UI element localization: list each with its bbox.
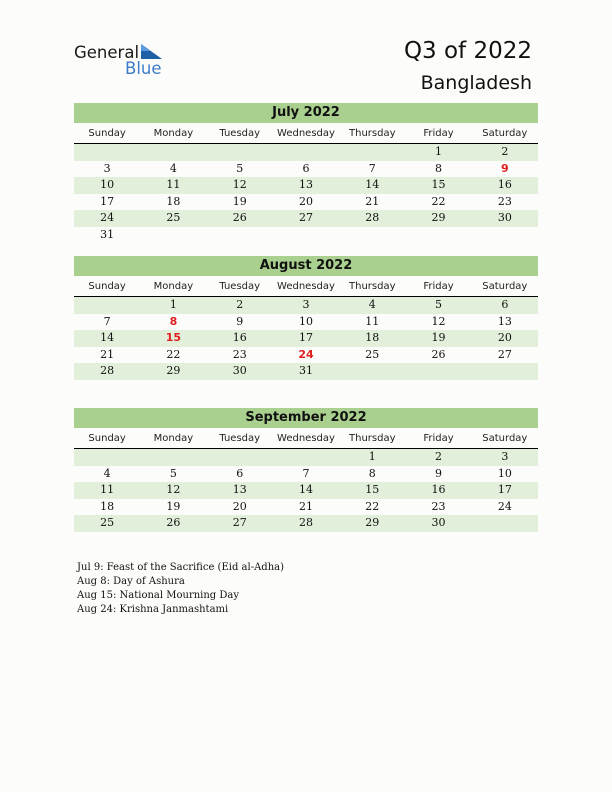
empty-day-cell xyxy=(207,227,273,244)
logo-word-blue: Blue xyxy=(125,59,162,78)
day-cell: 17 xyxy=(298,331,313,344)
day-cell: 7 xyxy=(368,161,376,175)
day-cell: 27 xyxy=(298,211,313,224)
week-row xyxy=(74,330,538,347)
holiday-day-cell: 9 xyxy=(501,161,509,175)
day-cell: 6 xyxy=(236,466,244,480)
day-cell: 3 xyxy=(103,161,111,175)
weekday-header-row xyxy=(74,279,538,297)
day-cell: 22 xyxy=(166,347,181,361)
month-title: August 2022 xyxy=(74,256,538,276)
day-cell: 4 xyxy=(169,161,177,175)
day-cell: 30 xyxy=(497,211,512,224)
week-row xyxy=(74,466,538,483)
weekday-label: Saturday xyxy=(482,433,528,444)
month-title: July 2022 xyxy=(74,103,538,123)
day-cell: 5 xyxy=(435,298,443,311)
day-cell: 5 xyxy=(236,161,244,175)
empty-day-cell xyxy=(273,449,339,466)
day-cell: 18 xyxy=(100,499,115,513)
day-cell: 16 xyxy=(497,178,512,191)
day-cell: 28 xyxy=(100,364,115,377)
day-cell: 20 xyxy=(497,331,512,344)
weekday-label: Sunday xyxy=(88,281,126,292)
day-cell: 23 xyxy=(232,347,247,361)
empty-day-cell xyxy=(140,144,206,161)
day-cell: 22 xyxy=(365,499,380,513)
week-row xyxy=(74,515,538,532)
day-cell: 11 xyxy=(365,314,380,328)
weekday-label: Friday xyxy=(423,433,454,444)
week-row xyxy=(74,347,538,364)
day-cell: 15 xyxy=(365,483,380,496)
holiday-day-cell: 15 xyxy=(165,331,182,344)
week-row xyxy=(74,297,538,314)
day-cell: 31 xyxy=(100,227,115,241)
empty-day-cell xyxy=(74,144,140,161)
day-cell: 16 xyxy=(232,331,247,344)
week-row xyxy=(74,194,538,211)
weekday-label: Monday xyxy=(153,281,194,292)
weekday-label: Monday xyxy=(153,128,194,139)
empty-day-cell xyxy=(339,144,405,161)
week-row xyxy=(74,314,538,331)
day-cell: 1 xyxy=(368,450,376,463)
holiday-day-cell: 8 xyxy=(169,314,178,328)
holiday-note: Aug 15: National Mourning Day xyxy=(77,590,240,601)
weekday-label: Friday xyxy=(423,281,454,292)
weekday-label: Thursday xyxy=(349,281,396,292)
holiday-note: Aug 8: Day of Ashura xyxy=(77,576,185,587)
day-cell: 15 xyxy=(431,178,446,191)
day-cell: 8 xyxy=(368,466,376,480)
weekday-label: Saturday xyxy=(482,281,528,292)
empty-day-cell xyxy=(405,227,471,244)
weekday-label: Saturday xyxy=(482,128,528,139)
empty-day-cell xyxy=(74,449,140,466)
day-cell: 23 xyxy=(431,499,446,513)
week-row xyxy=(74,449,538,466)
empty-day-cell xyxy=(472,227,538,244)
week-row xyxy=(74,499,538,516)
holiday-note: Aug 24: Krishna Janmashtami xyxy=(77,604,229,615)
weekday-label: Sunday xyxy=(88,128,126,139)
day-cell: 30 xyxy=(232,364,247,377)
day-cell: 21 xyxy=(365,194,380,208)
weekday-header-row xyxy=(74,126,538,144)
month-title: September 2022 xyxy=(74,408,538,428)
weekday-label: Thursday xyxy=(349,433,396,444)
day-cell: 9 xyxy=(236,314,244,328)
day-cell: 11 xyxy=(100,483,115,496)
day-cell: 6 xyxy=(501,298,509,311)
day-cell: 12 xyxy=(232,178,247,191)
day-cell: 11 xyxy=(166,178,181,191)
day-cell: 29 xyxy=(431,211,446,224)
week-row xyxy=(74,482,538,499)
week-row xyxy=(74,177,538,194)
day-cell: 3 xyxy=(302,298,310,311)
day-cell: 17 xyxy=(497,483,512,496)
day-cell: 4 xyxy=(368,298,376,311)
weekday-label: Tuesday xyxy=(219,281,261,292)
weekday-label: Wednesday xyxy=(277,281,335,292)
day-cell: 24 xyxy=(100,211,115,224)
weekday-label: Tuesday xyxy=(219,128,261,139)
day-cell: 27 xyxy=(497,347,512,361)
logo-word-general: General xyxy=(74,43,140,62)
day-cell: 6 xyxy=(302,161,310,175)
logo-flag-icon xyxy=(141,44,163,60)
day-cell: 7 xyxy=(103,314,111,328)
day-cell: 12 xyxy=(166,483,181,496)
empty-day-cell xyxy=(74,297,140,314)
holiday-notes xyxy=(77,561,284,617)
day-cell: 18 xyxy=(365,331,380,344)
holiday-day-cell: 24 xyxy=(298,347,314,361)
empty-day-cell xyxy=(207,144,273,161)
empty-day-cell xyxy=(273,227,339,244)
day-cell: 2 xyxy=(435,450,443,463)
day-cell: 26 xyxy=(431,347,446,361)
month-calendar xyxy=(74,256,538,380)
day-cell: 26 xyxy=(232,211,247,224)
week-row xyxy=(74,144,538,161)
country-name: Bangladesh xyxy=(420,72,532,94)
empty-day-cell xyxy=(140,449,206,466)
empty-day-cell xyxy=(472,515,538,532)
day-cell: 30 xyxy=(431,516,446,529)
day-cell: 25 xyxy=(100,516,115,529)
empty-day-cell xyxy=(140,227,206,244)
day-cell: 5 xyxy=(169,466,177,480)
month-calendar xyxy=(74,103,538,243)
day-cell: 13 xyxy=(232,483,247,496)
day-cell: 10 xyxy=(497,466,512,480)
day-cell: 12 xyxy=(431,314,446,328)
day-cell: 14 xyxy=(100,331,115,344)
holiday-note: Jul 9: Feast of the Sacrifice (Eid al-Adha) xyxy=(77,562,284,573)
day-cell: 13 xyxy=(497,314,512,328)
day-cell: 19 xyxy=(431,331,446,344)
day-cell: 23 xyxy=(497,194,512,208)
day-cell: 8 xyxy=(435,161,443,175)
day-cell: 4 xyxy=(103,466,111,480)
day-cell: 1 xyxy=(169,298,177,311)
day-cell: 10 xyxy=(100,178,115,191)
day-cell: 13 xyxy=(298,178,313,191)
day-cell: 7 xyxy=(302,466,310,480)
day-cell: 22 xyxy=(431,194,446,208)
weekday-label: Wednesday xyxy=(277,128,335,139)
day-cell: 29 xyxy=(166,364,181,377)
weekday-label: Friday xyxy=(423,128,454,139)
day-cell: 16 xyxy=(431,483,446,496)
empty-day-cell xyxy=(405,363,471,380)
empty-day-cell xyxy=(273,144,339,161)
day-cell: 14 xyxy=(365,178,380,191)
day-cell: 20 xyxy=(298,194,313,208)
day-cell: 9 xyxy=(435,466,443,480)
week-row xyxy=(74,363,538,380)
day-cell: 25 xyxy=(166,211,181,224)
weekday-label: Sunday xyxy=(88,433,126,444)
day-cell: 18 xyxy=(166,194,181,208)
day-cell: 21 xyxy=(298,499,313,513)
month-calendar xyxy=(74,408,538,532)
week-row xyxy=(74,227,538,244)
quarter-title: Q3 of 2022 xyxy=(403,38,532,64)
day-cell: 2 xyxy=(236,298,244,311)
day-cell: 28 xyxy=(365,211,380,224)
week-row xyxy=(74,210,538,227)
day-cell: 29 xyxy=(365,516,380,529)
weekday-label: Thursday xyxy=(349,128,396,139)
empty-day-cell xyxy=(339,363,405,380)
empty-day-cell xyxy=(472,363,538,380)
day-cell: 19 xyxy=(232,194,247,208)
empty-day-cell xyxy=(207,449,273,466)
day-cell: 21 xyxy=(100,347,115,361)
day-cell: 19 xyxy=(166,499,181,513)
day-cell: 24 xyxy=(497,499,512,513)
day-cell: 20 xyxy=(232,499,247,513)
day-cell: 10 xyxy=(298,314,313,328)
weekday-label: Tuesday xyxy=(219,433,261,444)
weekday-label: Wednesday xyxy=(277,433,335,444)
day-cell: 14 xyxy=(298,483,313,496)
weekday-label: Monday xyxy=(153,433,194,444)
empty-day-cell xyxy=(339,227,405,244)
weekday-header-row xyxy=(74,431,538,449)
day-cell: 3 xyxy=(501,450,509,463)
day-cell: 31 xyxy=(298,364,313,377)
day-cell: 1 xyxy=(435,145,443,158)
day-cell: 26 xyxy=(166,516,181,529)
week-row xyxy=(74,161,538,178)
day-cell: 25 xyxy=(365,347,380,361)
day-cell: 2 xyxy=(501,145,509,158)
day-cell: 27 xyxy=(232,516,247,529)
day-cell: 28 xyxy=(298,516,313,529)
day-cell: 17 xyxy=(100,194,115,208)
